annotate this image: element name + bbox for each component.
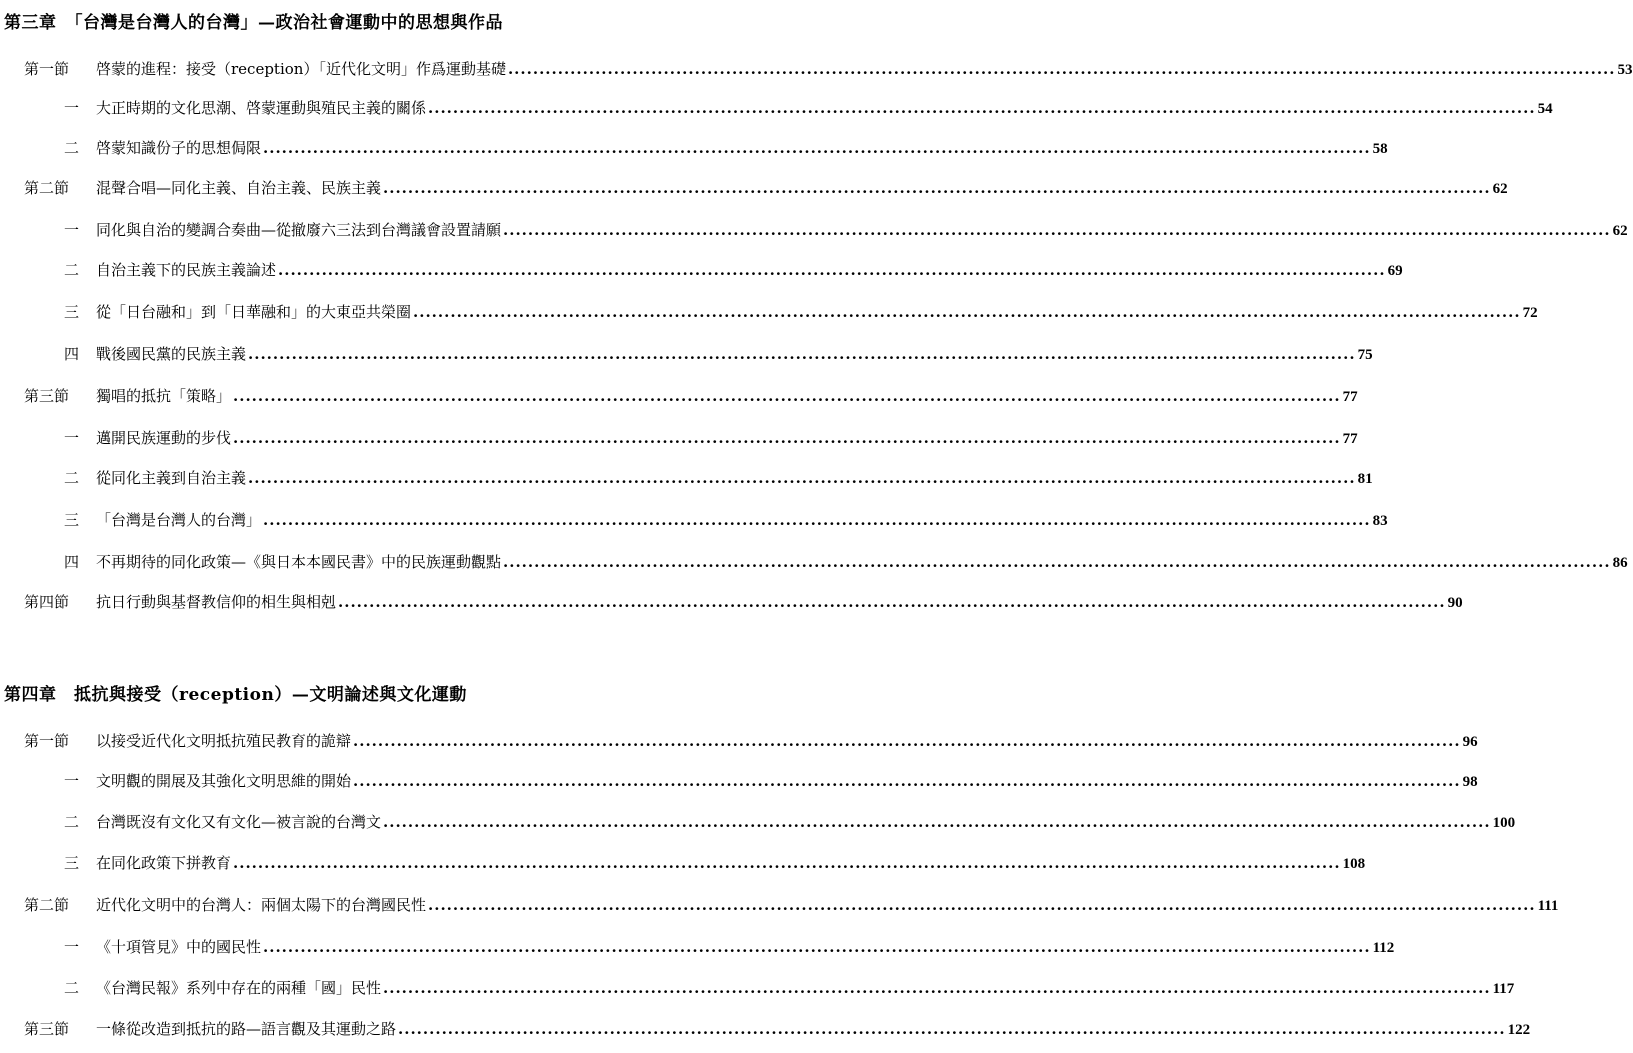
entry-title: 獨唱的抵抗「策略」 xyxy=(96,387,232,405)
toc-section-entry[interactable] xyxy=(24,590,1463,614)
entry-title: 「台灣是台灣人的台灣」 xyxy=(96,511,262,529)
dot-leader xyxy=(263,136,1371,160)
subsection-label: 一 xyxy=(64,772,80,790)
entry-title: 混聲合唱—同化主義、自治主義、民族主義 xyxy=(96,179,382,197)
toc-subsection-entry[interactable] xyxy=(64,342,1373,366)
toc-subsection-entry[interactable] xyxy=(64,935,1395,959)
entry-title: 不再期待的同化政策—《與日本本國民書》中的民族運動觀點 xyxy=(96,553,502,571)
page-number: 96 xyxy=(1462,734,1478,750)
entry-title: 台灣既沒有文化又有文化—被言說的台灣文 xyxy=(96,813,382,831)
entry-title: 一條從改造到抵抗的路—語言觀及其運動之路 xyxy=(96,1020,397,1038)
toc-subsection-entry[interactable] xyxy=(64,136,1388,160)
section-label: 第一節 xyxy=(24,732,70,750)
dot-leader xyxy=(383,976,1491,1000)
page-number: 75 xyxy=(1357,347,1373,363)
subsection-label: 一 xyxy=(64,221,80,239)
dot-leader xyxy=(383,810,1491,834)
entry-title: 《十項管見》中的國民性 xyxy=(96,938,262,956)
dot-leader xyxy=(398,1017,1506,1041)
page-number: 69 xyxy=(1387,263,1403,279)
toc-section-entry[interactable] xyxy=(24,384,1358,408)
toc-subsection-entry[interactable] xyxy=(64,218,1628,242)
toc-subsection-entry[interactable] xyxy=(64,976,1515,1000)
entry-title: 戰後國民黨的民族主義 xyxy=(96,345,247,363)
dot-leader xyxy=(233,851,1341,875)
section-label: 第三節 xyxy=(24,387,70,405)
toc-subsection-entry[interactable] xyxy=(64,550,1628,574)
dot-leader xyxy=(353,769,1461,793)
dot-leader xyxy=(248,342,1356,366)
section-label: 第一節 xyxy=(24,60,70,78)
dot-leader xyxy=(428,96,1536,120)
toc-section-entry[interactable] xyxy=(24,57,1633,81)
page-number: 77 xyxy=(1342,389,1358,405)
subsection-label: 三 xyxy=(64,854,80,872)
dot-leader xyxy=(278,258,1386,282)
page-number: 100 xyxy=(1492,815,1516,831)
toc-subsection-entry[interactable] xyxy=(64,769,1478,793)
page-number: 72 xyxy=(1522,305,1538,321)
toc-subsection-entry[interactable] xyxy=(64,96,1553,120)
dot-leader xyxy=(503,550,1611,574)
page-number: 58 xyxy=(1372,141,1388,157)
page-number: 53 xyxy=(1617,62,1633,78)
toc-subsection-entry[interactable] xyxy=(64,810,1516,834)
subsection-label: 二 xyxy=(64,469,80,487)
subsection-label: 一 xyxy=(64,938,80,956)
subsection-label: 四 xyxy=(64,553,80,571)
toc-subsection-entry[interactable] xyxy=(64,258,1403,282)
dot-leader xyxy=(508,57,1616,81)
page-number: 98 xyxy=(1462,774,1478,790)
entry-title: 大正時期的文化思潮、啓蒙運動與殖民主義的關係 xyxy=(96,99,427,117)
page-number: 81 xyxy=(1357,471,1373,487)
toc-section-entry[interactable] xyxy=(24,1017,1531,1041)
entry-title: 近代化文明中的台灣人：兩個太陽下的台灣國民性 xyxy=(96,896,427,914)
toc-subsection-entry[interactable] xyxy=(64,508,1388,532)
subsection-label: 二 xyxy=(64,139,80,157)
entry-title: 抗日行動與基督教信仰的相生與相剋 xyxy=(96,593,337,611)
chapter-title: 第三章 「台灣是台灣人的台灣」—政治社會運動中的思想與作品 xyxy=(4,13,503,33)
entry-title: 以接受近代化文明抵抗殖民教育的詭辯 xyxy=(96,732,352,750)
dot-leader xyxy=(428,893,1536,917)
dot-leader xyxy=(233,384,1341,408)
page-number: 111 xyxy=(1537,898,1559,914)
entry-title: 從「日台融和」到「日華融和」的大東亞共榮圈 xyxy=(96,303,412,321)
subsection-label: 二 xyxy=(64,979,80,997)
toc-section-entry[interactable] xyxy=(24,729,1478,753)
page-number: 122 xyxy=(1507,1022,1531,1038)
page-number: 62 xyxy=(1492,181,1508,197)
entry-title: 在同化政策下拼教育 xyxy=(96,854,232,872)
dot-leader xyxy=(353,729,1461,753)
entry-title: 從同化主義到自治主義 xyxy=(96,469,247,487)
section-label: 第二節 xyxy=(24,179,70,197)
subsection-label: 四 xyxy=(64,345,80,363)
chapter-title: 第四章 抵抗與接受（reception）—文明論述與文化運動 xyxy=(4,685,467,705)
entry-title: 自治主義下的民族主義論述 xyxy=(96,261,277,279)
section-label: 第二節 xyxy=(24,896,70,914)
dot-leader xyxy=(233,426,1341,450)
page-number: 112 xyxy=(1372,940,1395,956)
page-number: 117 xyxy=(1492,981,1515,997)
toc-subsection-entry[interactable] xyxy=(64,851,1366,875)
subsection-label: 三 xyxy=(64,511,80,529)
page-number: 108 xyxy=(1342,856,1366,872)
dot-leader xyxy=(413,300,1521,324)
dot-leader xyxy=(338,590,1446,614)
dot-leader xyxy=(263,935,1371,959)
toc-subsection-entry[interactable] xyxy=(64,426,1358,450)
section-label: 第三節 xyxy=(24,1020,70,1038)
toc-subsection-entry[interactable] xyxy=(64,300,1538,324)
entry-title: 邁開民族運動的步伐 xyxy=(96,429,232,447)
toc-section-entry[interactable] xyxy=(24,893,1559,917)
section-label: 第四節 xyxy=(24,593,70,611)
entry-title: 啓蒙知識份子的思想侷限 xyxy=(96,139,262,157)
chapter-heading xyxy=(0,676,653,708)
entry-title: 文明觀的開展及其強化文明思維的開始 xyxy=(96,772,352,790)
subsection-label: 三 xyxy=(64,303,80,321)
subsection-label: 二 xyxy=(64,813,80,831)
subsection-label: 一 xyxy=(64,99,80,117)
page-number: 62 xyxy=(1612,223,1628,239)
entry-title: 《台灣民報》系列中存在的兩種「國」民性 xyxy=(96,979,382,997)
page-number: 77 xyxy=(1342,431,1358,447)
toc-subsection-entry[interactable] xyxy=(64,466,1373,490)
subsection-label: 一 xyxy=(64,429,80,447)
dot-leader xyxy=(248,466,1356,490)
dot-leader xyxy=(503,218,1611,242)
dot-leader xyxy=(383,176,1491,200)
page-number: 86 xyxy=(1612,555,1628,571)
entry-title: 啓蒙的進程：接受（reception）「近代化文明」作爲運動基礎 xyxy=(96,60,506,78)
dot-leader xyxy=(263,508,1371,532)
chapter-heading xyxy=(0,4,653,36)
page-number: 90 xyxy=(1447,595,1463,611)
entry-title: 同化與自治的變調合奏曲—從撤廢六三法到台灣議會設置請願 xyxy=(96,221,502,239)
page-number: 54 xyxy=(1537,101,1553,117)
toc-section-entry[interactable] xyxy=(24,176,1508,200)
subsection-label: 二 xyxy=(64,261,80,279)
page-number: 83 xyxy=(1372,513,1388,529)
